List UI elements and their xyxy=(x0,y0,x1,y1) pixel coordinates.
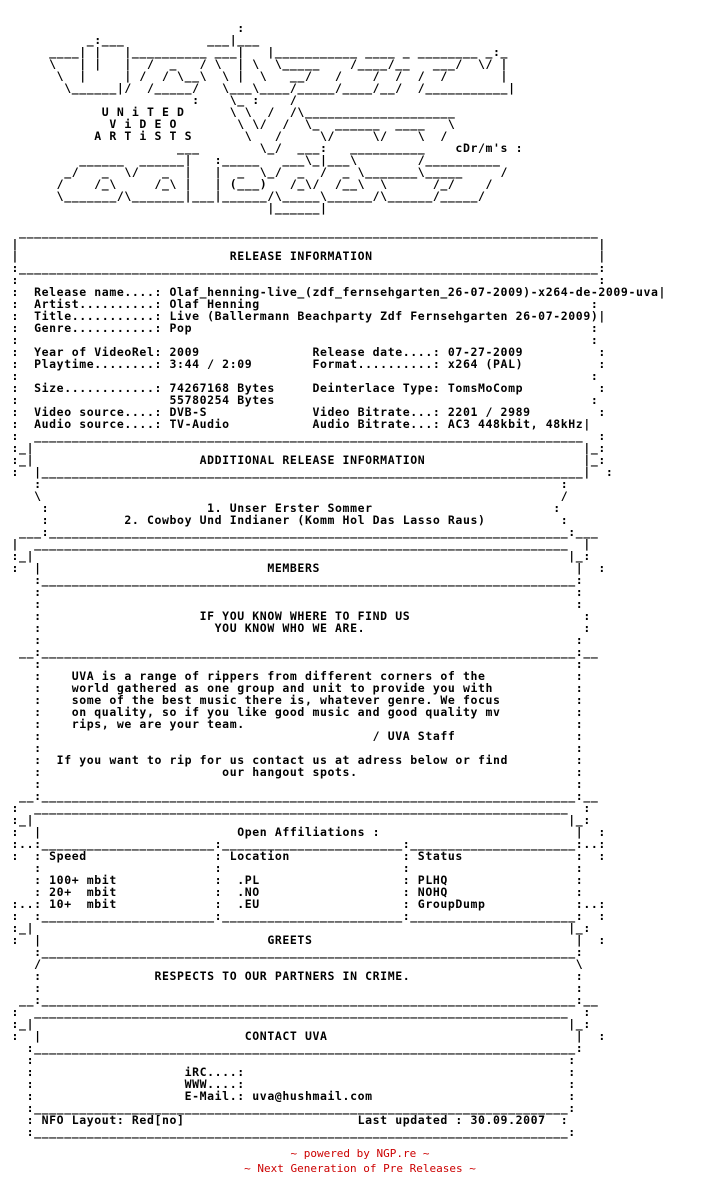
nfo-line: / \ xyxy=(4,957,584,971)
nfo-line: : 100+ mbit : .PL : PLHQ : xyxy=(4,873,584,887)
nfo-line: _:___ ___|___ xyxy=(4,33,260,47)
nfo-line: :_____________________________________________________________________________: xyxy=(4,261,606,275)
nfo-line: ____| | |__________ ___| |___________ ____ _ ________ _:_ xyxy=(4,45,509,59)
next-generation-link[interactable]: ~ Next Generation of Pre Releases ~ xyxy=(244,1162,476,1175)
nfo-line: __:_______________________________________________________________________:__ xyxy=(4,645,599,659)
nfo-line: \_______/\_______|___|______/\_____\______/\______/_____/ xyxy=(4,189,486,203)
nfo-line: : some of the best music there is, whatever genre. We focus : xyxy=(4,693,584,707)
nfo-line: :_______________________________________________________________________: xyxy=(4,945,584,959)
nfo-line: : Title...........: Live (Ballermann Beachparty Zdf Fernsehgarten 26-07-2009)| xyxy=(4,309,606,323)
nfo-line: V i D E O \ \/ / \_ ______ ____ \ xyxy=(4,117,456,131)
nfo-line: :..: 10+ mbit : .EU : GroupDump :..: xyxy=(4,897,606,911)
nfo-line: : : xyxy=(4,633,584,647)
nfo-line: :..:_______________________:________________________:______________________:..: xyxy=(4,837,606,851)
nfo-line: : :_______________________:________________________:______________________: : xyxy=(4,909,606,923)
nfo-line: : our hangout spots. : xyxy=(4,765,584,779)
nfo-line: : : xyxy=(4,777,584,791)
nfo-text-block xyxy=(4,22,666,1138)
nfo-line: :_| ADDITIONAL RELEASE INFORMATION |_: xyxy=(4,453,606,467)
nfo-line: : | Open Affiliations : | : xyxy=(4,825,606,839)
nfo-line: : _________________________________________________________________________ : xyxy=(4,429,606,443)
nfo-line: |______| xyxy=(4,201,328,215)
nfo-line: : : xyxy=(4,585,584,599)
nfo-line: : | GREETS | : xyxy=(4,933,606,947)
nfo-line: / /_\ /_\ | | (___) /_\/ /__\ \ /_/ / xyxy=(4,177,494,191)
nfo-line: : : xyxy=(4,477,569,491)
nfo-line: __:_______________________________________________________________________:__ xyxy=(4,789,599,803)
nfo-line: : E-Mail.: uva@hushmail.com : xyxy=(4,1089,576,1103)
nfo-line: : RESPECTS TO OUR PARTNERS IN CRIME. : xyxy=(4,969,584,983)
nfo-line: : UVA is a range of rippers from different corners of the : xyxy=(4,669,584,683)
nfo-line: _/ _ \/ _ | | _ \_/ _ / _ \_______\_____ / xyxy=(4,165,509,179)
nfo-line: : If you want to rip for us contact us at adress below or find : xyxy=(4,753,584,767)
nfo-line: | | xyxy=(4,237,606,251)
nfo-line: : _______________________________________________________________________ : xyxy=(4,1005,591,1019)
nfo-line: \______|/ /_____/ \___\____/_____/____/__/ /___________| xyxy=(4,81,516,95)
nfo-line: U N i T E D \ \ / /\____________________ xyxy=(4,105,456,119)
nfo-line: : | MEMBERS | : xyxy=(4,561,606,575)
nfo-line: : Size............: 74267168 Bytes Deinterlace Type: TomsMoComp : xyxy=(4,381,606,395)
nfo-line: :_______________________________________________________________________: xyxy=(4,1101,576,1115)
nfo-line: : Genre...........: Pop : xyxy=(4,321,599,335)
nfo-line: : Release name....: Olaf_henning-live_(zdf_fernsehgarten_26-07-2009)-x264-de-2009-uva| xyxy=(4,285,667,299)
nfo-line: : : xyxy=(4,981,584,995)
nfo-line: : : xyxy=(4,1053,576,1067)
nfo-line: : : xyxy=(4,657,584,671)
nfo-line: : iRC....: : xyxy=(4,1065,576,1079)
nfo-line: : world gathered as one group and unit to provide you with : xyxy=(4,681,584,695)
nfo-line: : _______________________________________________________________________ : xyxy=(4,801,591,815)
nfo-line: : Playtime........: 3:44 / 2:09 Format..........: x264 (PAL) : xyxy=(4,357,606,371)
nfo-line: : YOU KNOW WHO WE ARE. : xyxy=(4,621,591,635)
nfo-line: : Year of VideoRel: 2009 Release date....: 07-27-2009 : xyxy=(4,345,606,359)
nfo-line: : |________________________________________________________________________| : xyxy=(4,465,614,479)
nfo-line: :_| |_: xyxy=(4,813,591,827)
nfo-line: :_______________________________________________________________________: xyxy=(4,573,584,587)
nfo-line: : : xyxy=(4,333,599,347)
nfo-line: : : Speed : Location : Status : : xyxy=(4,849,606,863)
nfo-line: : 1. Unser Erster Sommer : xyxy=(4,501,561,515)
nfo-line: : Video source....: DVB-S Video Bitrate...: 2201 / 2989 : xyxy=(4,405,606,419)
nfo-line: : | CONTACT UVA | : xyxy=(4,1029,606,1043)
nfo-line: :_______________________________________________________________________: xyxy=(4,1125,576,1139)
nfo-line: : Audio source....: TV-Audio Audio Bitrate...: AC3 448kbit, 48kHz| xyxy=(4,417,591,431)
nfo-line: : 2. Cowboy Und Indianer (Komm Hol Das Lasso Raus) : xyxy=(4,513,569,527)
nfo-line: : Artist..........: Olaf Henning : xyxy=(4,297,599,311)
nfo-line: \ | | / / \__\ \ | \ __/ / / / / / | xyxy=(4,69,509,83)
nfo-line: : \_ : / xyxy=(4,93,298,107)
footer xyxy=(0,1146,720,1176)
nfo-line: : on quality, so if you like good music and good quality mv : xyxy=(4,705,584,719)
nfo-line: : : : : xyxy=(4,861,584,875)
nfo-line: :_| |_: xyxy=(4,1017,591,1031)
nfo-line: : : xyxy=(4,273,606,287)
nfo-line: A R T i S T S \ / \/ \/ \ / xyxy=(4,129,448,143)
nfo-line: : IF YOU KNOW WHERE TO FIND US : xyxy=(4,609,591,623)
nfo-line: :_| |_: xyxy=(4,441,606,455)
nfo-line: ______ ______| :_____ ___\_|___\ /__________ xyxy=(4,153,501,167)
nfo-line: \ / xyxy=(4,489,569,503)
nfo-line: : rips, we are your team. : xyxy=(4,717,584,731)
nfo-line: _____________________________________________________________________________ xyxy=(4,225,599,239)
nfo-line: :_| |_: xyxy=(4,921,591,935)
nfo-line: | _______________________________________________________________________ | xyxy=(4,537,591,551)
nfo-line: : : xyxy=(4,597,584,611)
nfo-line: ___ \_/ ___: __________ cDr/m's : xyxy=(4,141,524,155)
nfo-line: __:_______________________________________________________________________:__ xyxy=(4,993,599,1007)
nfo-line: : WWW....: : xyxy=(4,1077,576,1091)
nfo-line: : xyxy=(4,21,245,35)
nfo-line: :_| |_: xyxy=(4,549,591,563)
nfo-line: : : xyxy=(4,369,599,383)
nfo-line: : 20+ mbit : .NO : NOHQ : xyxy=(4,885,584,899)
nfo-line: : / UVA Staff : xyxy=(4,729,584,743)
powered-by-link[interactable]: ~ powered by NGP.re ~ xyxy=(290,1147,430,1160)
nfo-line: : 55780254 Bytes : xyxy=(4,393,599,407)
nfo-line: :________________________________________________________________________: xyxy=(4,1041,584,1055)
nfo-line: | RELEASE INFORMATION | xyxy=(4,249,606,263)
nfo-line: : : xyxy=(4,741,584,755)
nfo-line: : NFO Layout: Red[no] Last updated : 30.09.2007 : xyxy=(4,1113,569,1127)
nfo-line: \ | | | / _ / \ | \ \_____ /____/__ ___/ \/ | xyxy=(4,57,509,71)
nfo-line: ___:_____________________________________________________________________:___ xyxy=(4,525,599,539)
